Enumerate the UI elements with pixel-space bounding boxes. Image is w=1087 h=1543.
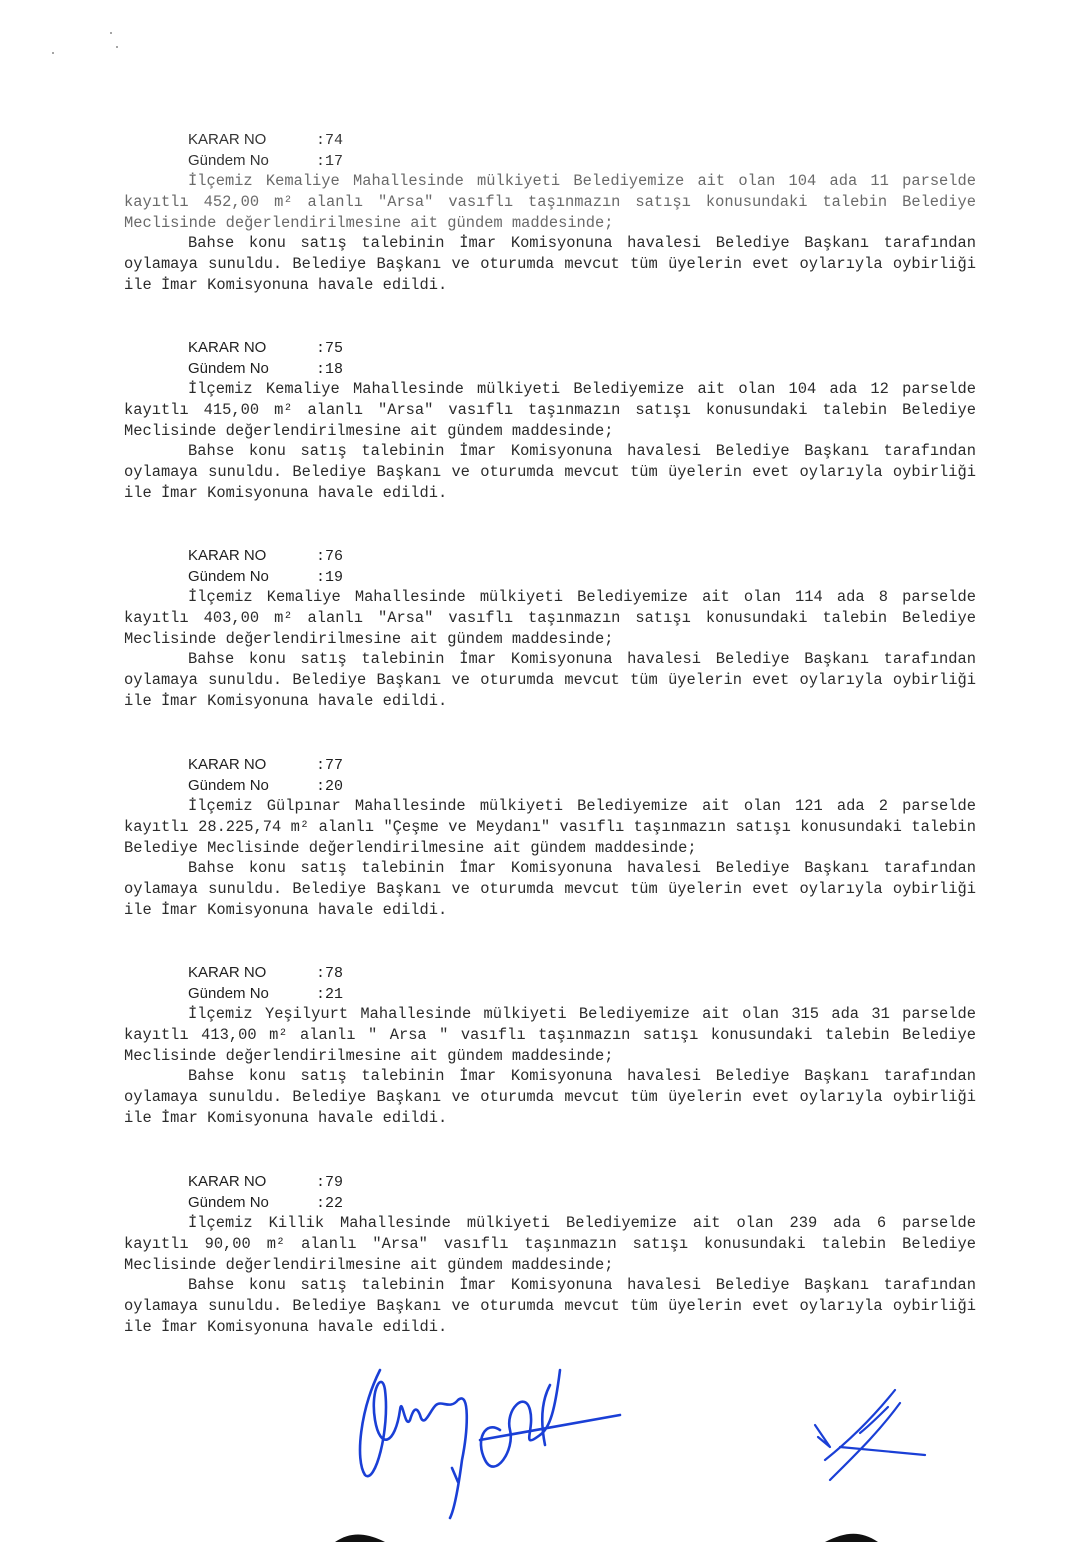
decision-body: İlçemiz Kemaliye Mahallesinde mülkiyeti Belediyemize ait olan 114 ada 8 parselde kayıtlı 403,00 m² alanlı "Arsa" vasıflı taşınmazın satışı konusundaki talebin Belediye Meclisinde değerlendirilmesine ait gündem maddesinde; (124, 588, 976, 648)
gundem-no-value: :22 (316, 1195, 344, 1212)
karar-no-line (188, 754, 976, 775)
karar-no-label: KARAR NO (188, 339, 267, 356)
karar-no-value: :77 (316, 757, 344, 774)
decision-result: Bahse konu satış talebinin İmar Komisyonuna havalesi Belediye Başkanı tarafından oylamaya sunuldu. Belediye Başkanı ve oturumda mevcut tüm üyelerin evet oylarıyla oybirliği ile İmar Komisyonuna havale edildi. (124, 859, 976, 919)
karar-no-value: :75 (316, 340, 344, 357)
decision-body: İlçemiz Gülpınar Mahallesinde mülkiyeti Belediyemize ait olan 121 ada 2 parselde kayıtlı 28.225,74 m² alanlı "Çeşme ve Meydanı" vasıflı taşınmazın satışı konusundaki talebin Belediye Meclisinde değerlendirilmesine ait gündem maddesinde; (124, 797, 976, 857)
decision-result: Bahse konu satış talebinin İmar Komisyonuna havalesi Belediye Başkanı tarafından oylamaya sunuldu. Belediye Başkanı ve oturumda mevcut tüm üyelerin evet oylarıyla oybirliği ile İmar Komisyonuna havale edildi. (124, 1067, 976, 1127)
signature-left (350, 1350, 630, 1520)
karar-no-label: KARAR NO (188, 131, 267, 148)
gundem-no-line (188, 566, 976, 587)
karar-no-label: KARAR NO (188, 964, 267, 981)
decision-block (124, 545, 976, 712)
scan-speck (52, 52, 54, 54)
gundem-no-label: Gündem No (188, 985, 269, 1002)
decision-block (124, 337, 976, 504)
karar-no-value: :79 (316, 1174, 344, 1191)
gundem-no-line (188, 983, 976, 1004)
karar-no-label: KARAR NO (188, 1173, 267, 1190)
decision-result: Bahse konu satış talebinin İmar Komisyonuna havalesi Belediye Başkanı tarafından oylamaya sunuldu. Belediye Başkanı ve oturumda mevcut tüm üyelerin evet oylarıyla oybirliği ile İmar Komisyonuna havale edildi. (124, 650, 976, 710)
gundem-no-line (188, 1192, 976, 1213)
gundem-no-label: Gündem No (188, 1194, 269, 1211)
scan-speck (116, 46, 118, 48)
signature-right (800, 1385, 940, 1485)
karar-no-line (188, 337, 976, 358)
karar-no-line (188, 129, 976, 150)
gundem-no-label: Gündem No (188, 568, 269, 585)
decision-block (124, 1171, 976, 1338)
karar-no-label: KARAR NO (188, 547, 267, 564)
decision-body: İlçemiz Yeşilyurt Mahallesinde mülkiyeti Belediyemize ait olan 315 ada 31 parselde kayıtlı 413,00 m² alanlı " Arsa " vasıflı taşınmazın satışı konusundaki talebin Belediye Meclisinde değerlendirilmesine ait gündem maddesinde; (124, 1005, 976, 1065)
decision-result: Bahse konu satış talebinin İmar Komisyonuna havalesi Belediye Başkanı tarafından oylamaya sunuldu. Belediye Başkanı ve oturumda mevcut tüm üyelerin evet oylarıyla oybirliği ile İmar Komisyonuna havale edildi. (124, 442, 976, 502)
decision-block (124, 754, 976, 921)
decision-result: Bahse konu satış talebinin İmar Komisyonuna havalesi Belediye Başkanı tarafından oylamaya sunuldu. Belediye Başkanı ve oturumda mevcut tüm üyelerin evet oylarıyla oybirliği ile İmar Komisyonuna havale edildi. (124, 234, 976, 294)
gundem-no-line (188, 150, 976, 171)
karar-no-line (188, 545, 976, 566)
decision-block (124, 129, 976, 296)
gundem-no-label: Gündem No (188, 360, 269, 377)
decision-body: İlçemiz Kemaliye Mahallesinde mülkiyeti Belediyemize ait olan 104 ada 11 parselde kayıtlı 452,00 m² alanlı "Arsa" vasıflı taşınmazın satışı konusundaki talebin Belediye Meclisinde değerlendirilmesine ait gündem maddesinde; (124, 172, 976, 232)
gundem-no-label: Gündem No (188, 777, 269, 794)
gundem-no-value: :21 (316, 986, 344, 1003)
decision-body: İlçemiz Killik Mahallesinde mülkiyeti Belediyemize ait olan 239 ada 6 parselde kayıtlı 90,00 m² alanlı "Arsa" vasıflı taşınmazın satışı konusundaki talebin Belediye Meclisinde değerlendirilmesine ait gündem maddesinde; (124, 1214, 976, 1274)
scan-edge-mark (330, 1528, 390, 1543)
decision-result: Bahse konu satış talebinin İmar Komisyonuna havalesi Belediye Başkanı tarafından oylamaya sunuldu. Belediye Başkanı ve oturumda mevcut tüm üyelerin evet oylarıyla oybirliği ile İmar Komisyonuna havale edildi. (124, 1276, 976, 1336)
karar-no-line (188, 1171, 976, 1192)
gundem-no-value: :17 (316, 153, 344, 170)
karar-no-value: :74 (316, 132, 344, 149)
karar-no-value: :76 (316, 548, 344, 565)
gundem-no-value: :20 (316, 778, 344, 795)
decision-body: İlçemiz Kemaliye Mahallesinde mülkiyeti Belediyemize ait olan 104 ada 12 parselde kayıtlı 415,00 m² alanlı "Arsa" vasıflı taşınmazın satışı konusundaki talebin Belediye Meclisinde değerlendirilmesine ait gündem maddesinde; (124, 380, 976, 440)
scan-speck (110, 32, 112, 34)
gundem-no-value: :18 (316, 361, 344, 378)
gundem-no-line (188, 775, 976, 796)
gundem-no-value: :19 (316, 569, 344, 586)
karar-no-value: :78 (316, 965, 344, 982)
scan-edge-mark (820, 1526, 880, 1543)
gundem-no-line (188, 358, 976, 379)
karar-no-label: KARAR NO (188, 756, 267, 773)
karar-no-line (188, 962, 976, 983)
decision-block (124, 962, 976, 1129)
gundem-no-label: Gündem No (188, 152, 269, 169)
